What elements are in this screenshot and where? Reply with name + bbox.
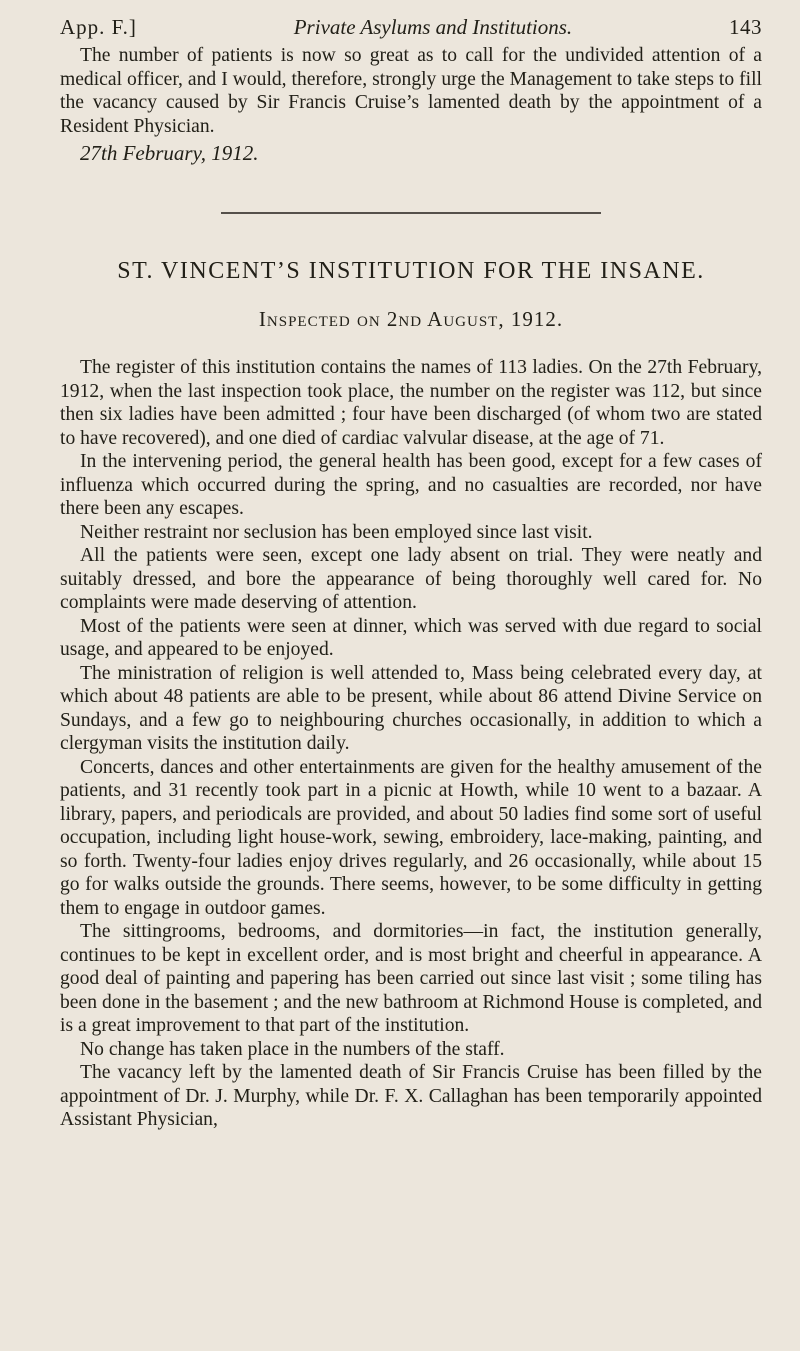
paragraph-health: In the intervening period, the general health has been good, except for a few cases of influenza which occurred during the spring, and no casualties are recorded, nor have there been any escapes. bbox=[60, 451, 762, 519]
running-head bbox=[60, 14, 762, 44]
appendix-label: App. F.] bbox=[60, 15, 137, 39]
section-title: ST. VINCENT’S INSTITUTION FOR THE INSANE. bbox=[117, 258, 705, 284]
paragraph-rooms: The sittingrooms, bedrooms, and dormitories—in fact, the institution generally, continues to be kept in excellent order, and is most bright and cheerful in appearance. A good deal of painting and papering has been carried out since last visit ; some tiling has been done in the basement ; and the new bathroom at Richmond House is completed, and is a great improvement to that part of the institution. bbox=[60, 921, 762, 1036]
paragraph-patients-seen: All the patients were seen, except one lady absent on trial. They were neatly and suitably dressed, and bore the appearance of being thoroughly well cared for. No complaints were made deserving of attention. bbox=[60, 545, 762, 613]
page-number: 143 bbox=[729, 15, 762, 39]
paragraph-vacancy: The vacancy left by the lamented death of Sir Francis Cruise has been filled by the appointment of Dr. J. Murphy, while Dr. F. X. Callaghan has been temporarily appointed Assistant Physician, bbox=[60, 1062, 762, 1130]
paragraph-entertainments: Concerts, dances and other entertainments are given for the healthy amusement of the patients, and 31 recently took part in a picnic at Howth, while 10 went to a bazaar. A library, papers, and periodicals are provided, and about 50 ladies find some sort of useful occupation, including light house-work, sewing, embroidery, lace-making, painting, and so forth. Twenty-four ladies enjoy drives regularly, and 26 occasionally, while about 15 go for walks outside the grounds. There seems, however, to be some difficulty in getting them to engage in outdoor games. bbox=[60, 756, 762, 919]
paragraph-religion: The ministration of religion is well attended to, Mass being celebrated every day, at which about 48 patients are able to be present, while about 86 attend Divine Service on Sundays, and a few go to neighbouring churches occasionally, in addition to which a clergyman visits the institution daily. bbox=[60, 662, 762, 754]
inspection-date: Inspected on 2nd August, 1912. bbox=[258, 307, 564, 331]
paragraph-register: The register of this institution contains the names of 113 ladies. On the 27th February, 1912, when the last inspection took place, the number on the register was 112, but since then six ladies have been admitted ; four have been discharged (of whom two are stated to have recovered), and one died of cardiac valvular disease, at the age of 71. bbox=[60, 357, 762, 449]
section-divider bbox=[221, 212, 601, 214]
paragraph-dinner: Most of the patients were seen at dinner, which was served with due regard to social usage, and appeared to be enjoyed. bbox=[60, 615, 762, 660]
paragraph-staff: No change has taken place in the numbers of the staff. bbox=[80, 1038, 505, 1060]
closing-paragraph: The number of patients is now so great as to call for the undivided attention of a medical officer, and I would, therefore, strongly urge the Management to take steps to fill the vacancy caused by Sir Francis Cruise’s lamented death by the appointment of a Resident Physician. bbox=[60, 45, 762, 137]
paragraph-restraint: Neither restraint nor seclusion has been employed since last visit. bbox=[80, 521, 593, 543]
report-date: 27th February, 1912. bbox=[80, 141, 259, 165]
running-title: Private Asylums and Institutions. bbox=[293, 15, 573, 39]
